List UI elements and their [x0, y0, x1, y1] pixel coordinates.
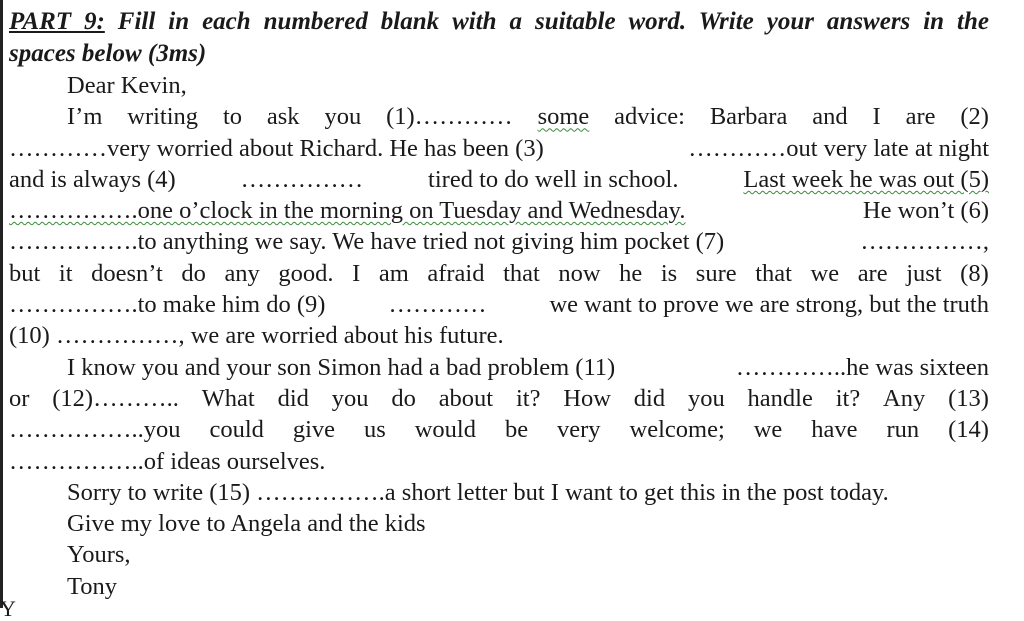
- left-border: [0, 0, 3, 608]
- grammar-flag-text: Last week he was out (5): [743, 165, 989, 193]
- word: you: [331, 384, 369, 412]
- word: handle: [747, 384, 813, 412]
- word: good.: [278, 259, 334, 287]
- word: do: [181, 259, 206, 287]
- letter-line-4: …………….one o’clock in the morning on Tuesday and Wednesday. He won’t (6): [9, 195, 989, 226]
- word: Barbara: [709, 103, 788, 131]
- letter-line-6: [9, 258, 989, 289]
- word: writing: [127, 103, 199, 131]
- word: you: [687, 384, 725, 412]
- word: I: [352, 259, 361, 287]
- word: or: [9, 384, 30, 412]
- word: very: [557, 416, 601, 444]
- word: (1)…………: [386, 103, 513, 131]
- word: about: [438, 384, 494, 412]
- cut-off-text-fragment: Y: [0, 596, 16, 621]
- word: would: [414, 416, 476, 444]
- word: we: [753, 416, 783, 444]
- word: advice:: [614, 103, 685, 131]
- grammar-flag-text: …………….one o’clock in the morning on Tuesday and Wednesday.: [9, 197, 686, 225]
- word: that: [755, 259, 792, 287]
- word: (14): [948, 416, 989, 444]
- word: and: [812, 103, 848, 131]
- letter-line-1: [9, 101, 989, 132]
- word: are: [905, 103, 936, 131]
- word: ……………..you: [9, 416, 181, 444]
- word: (12)………..: [52, 384, 179, 412]
- word: sure: [695, 259, 737, 287]
- word: did: [277, 384, 309, 412]
- heading-line-2: spaces below (3ms): [9, 40, 207, 67]
- letter-line-8: (10) ……………, we are worried about his future.: [9, 322, 504, 350]
- word: (2): [960, 103, 989, 131]
- word: ask: [266, 103, 300, 131]
- word: I’m: [67, 103, 103, 131]
- word: do: [391, 384, 416, 412]
- letter-closing: Yours,: [67, 541, 131, 569]
- letter-greeting: Dear Kevin,: [67, 72, 187, 99]
- word: us: [363, 416, 386, 444]
- word: but: [9, 259, 41, 287]
- word: now: [558, 259, 601, 287]
- word: is: [660, 259, 678, 287]
- heading-line-1: [9, 6, 989, 38]
- word: some: [537, 103, 590, 131]
- word: give: [292, 416, 336, 444]
- letter-signature: Tony: [67, 572, 118, 600]
- word: any: [224, 259, 260, 287]
- word: doesn’t: [91, 259, 163, 287]
- word: What: [201, 384, 255, 412]
- word: Any: [883, 384, 926, 412]
- word: (8): [960, 259, 989, 287]
- document-page: [9, 6, 989, 602]
- part-label: PART 9:: [9, 8, 105, 35]
- word: it?: [515, 384, 541, 412]
- letter-line-9: I know you and your son Simon had a bad problem (11) …………..he was sixteen: [67, 353, 989, 381]
- letter-line-3: and is always (4) …………… tired to do well in school. Last week he was out (5): [9, 164, 989, 195]
- letter-line-7: …………….to make him do (9) ………… we want to prove we are strong, but the truth: [9, 291, 989, 319]
- letter-line-10: [9, 383, 989, 414]
- word: welcome;: [629, 416, 725, 444]
- word: could: [209, 416, 264, 444]
- word: have: [811, 416, 858, 444]
- letter-line-12: ……………..of ideas ourselves.: [9, 447, 326, 475]
- letter-line-14: Give my love to Angela and the kids: [67, 510, 426, 538]
- word: we: [810, 259, 840, 287]
- word: that: [503, 259, 540, 287]
- letter-line-11: [9, 414, 989, 445]
- word: are: [857, 259, 888, 287]
- word: afraid: [427, 259, 485, 287]
- word: it?: [835, 384, 861, 412]
- word: he: [619, 259, 643, 287]
- word: How: [563, 384, 611, 412]
- word: (13): [948, 384, 989, 412]
- word: just: [906, 259, 942, 287]
- word: am: [378, 259, 409, 287]
- letter-line-5: …………….to anything we say. We have tried not giving him pocket (7) ……………,: [9, 228, 989, 256]
- word: run: [886, 416, 920, 444]
- word: be: [504, 416, 529, 444]
- word: it: [58, 259, 73, 287]
- word: to: [222, 103, 242, 131]
- letter-line-13: Sorry to write (15) …………….a short letter but I want to get this in the post today.: [67, 478, 889, 506]
- word: did: [633, 384, 666, 412]
- letter-line-2: …………very worried about Richard. He has been (3) …………out very late at night: [9, 134, 989, 162]
- word: you: [324, 103, 362, 131]
- word: I: [872, 103, 881, 131]
- instructions-text: Fill in each numbered blank with a suitable word. Write your answers in the: [117, 8, 989, 35]
